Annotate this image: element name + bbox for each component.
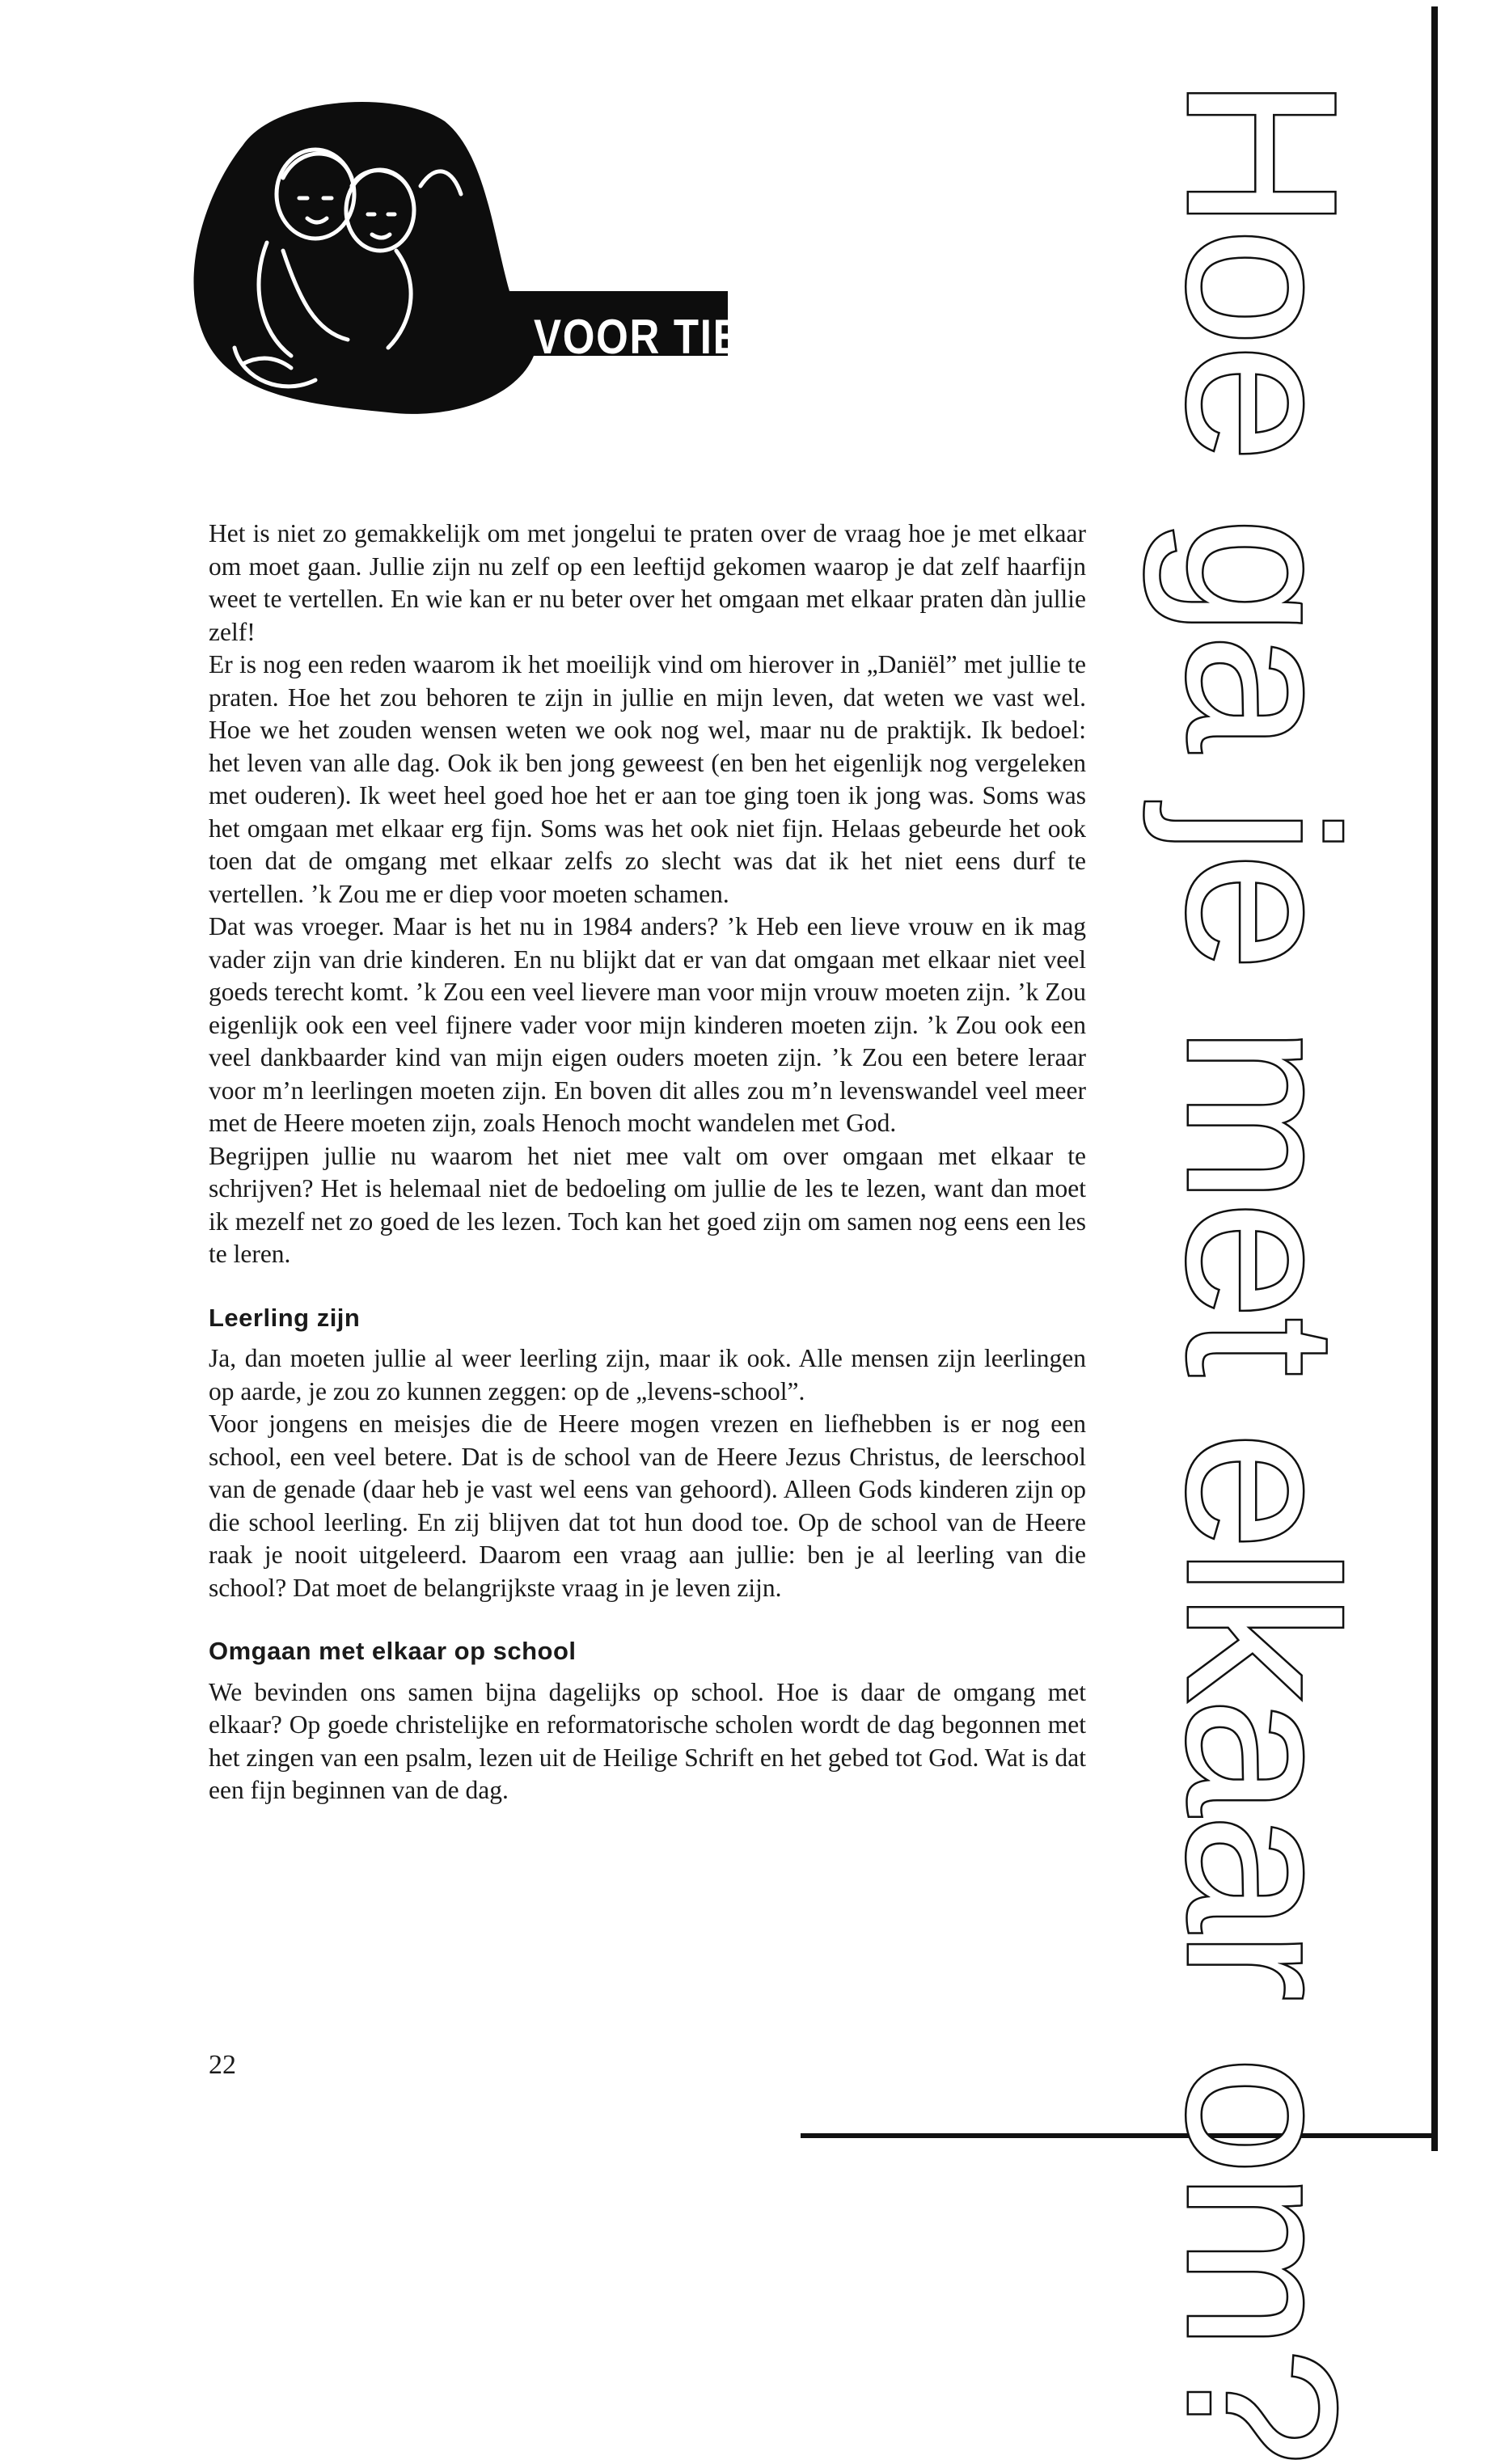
section-heading: Omgaan met elkaar op school: [209, 1637, 577, 1665]
paragraph: Het is niet zo gemakkelijk om met jongelui te praten over de vraag hoe je met elkaar om moet gaan. Jullie zijn nu zelf op een leeftijd gekomen waarop je dat zelf haarfijn weet te vertellen. En wie kan er nu beter over het omgaan met elkaar praten dàn jullie zelf!: [209, 519, 1086, 646]
paragraph: Begrijpen jullie nu waarom het niet mee valt om over omgaan met elkaar te schrijven? Het is helemaal niet de bedoeling om jullie de les te lezen, want dan moet ik mezelf net zo goed de les lezen. Toch kan het goed zijn om samen nog eens een les te leren.: [209, 1141, 1086, 1268]
badge-illustration: [186, 89, 752, 429]
vertical-title-wrap: [1140, 77, 1383, 2464]
vertical-title: Hoe ga je met elkaar om?: [1143, 77, 1380, 2464]
section-heading: Leerling zijn: [209, 1303, 361, 1332]
badge-blob-shape: [194, 102, 724, 414]
paragraph: Er is nog een reden waarom ik het moeilijk vind om hierover in „Daniël” met jullie te praten. Hoe het zou behoren te zijn in jullie en mijn leven, dat weten we vast wel. Hoe we het zouden wensen weten we ook nog wel, maar nu de praktijk. Ik bedoel: het leven van alle dag. Ook ik ben jong geweest (en ben het eigenlijk nog vergeleken met ouderen). Ik weet heel goed hoe het er aan toe ging toen ik jong was. Soms was het omgaan met elkaar erg fijn. Soms was het ook niet fijn. Helaas gebeurde het ook toen dat de omgang met elkaar zelfs zo slecht was dat ik het niet eens durf te vertellen. ’k Zou me er diep voor moeten schamen.: [209, 650, 1086, 908]
article-body: [209, 518, 1086, 1807]
paragraph: Dat was vroeger. Maar is het nu in 1984 anders? ’k Heb een lieve vrouw en ik mag vader zijn van drie kinderen. En nu blijkt dat er van dat omgaan met elkaar niet veel goeds terecht komt. ’k Zou een veel lievere man voor mijn vrouw moeten zijn. ’k Zou eigenlijk ook een veel fijnere vader voor mijn kinderen moeten zijn. ’k Zou ook een veel dankbaarder kind van mijn eigen ouders moeten zijn. ’k Zou een betere leraar voor m’n leerlingen moeten zijn. En boven dit alles zou m’n levenswandel veel meer met de Heere moeten zijn, zoals Henoch mocht wandelen met God.: [209, 912, 1086, 1137]
page-number: 22: [209, 2050, 236, 2080]
page-border-right: [1431, 6, 1438, 2151]
paragraph: Voor jongens en meisjes die de Heere mogen vrezen en liefhebben is er nog een school, een veel betere. Dat is de school van de Heere Jezus Christus, de leerschool van de genade (daar heb je vast wel eens van gehoord). Alleen Gods kinderen zijn op die school leerling. En zij blijven dat tot hun dood toe. Op de school van de Heere raak je nooit uitgeleerd. Daarom een vraag aan jullie: ben je al leerling van die school? Dat moet de belangrijkste vraag in je leven zijn.: [209, 1410, 1086, 1602]
header-badge: [186, 89, 862, 429]
paragraph: Ja, dan moeten jullie al weer leerling zijn, maar ik ook. Alle mensen zijn leerlingen op aarde, je zou zo kunnen zeggen: op de „levens-school”.: [209, 1344, 1086, 1405]
paragraph: We bevinden ons samen bijna dagelijks op school. Hoe is daar de omgang met elkaar? Op goede christelijke en reformatorische scholen wordt de dag begonnen met het zingen van een psalm, lezen uit de Heilige Schrift en het gebed tot God. Wat is dat een fijn beginnen van de dag.: [209, 1677, 1086, 1804]
badge-label: VOOR TIENERS: [534, 310, 862, 364]
